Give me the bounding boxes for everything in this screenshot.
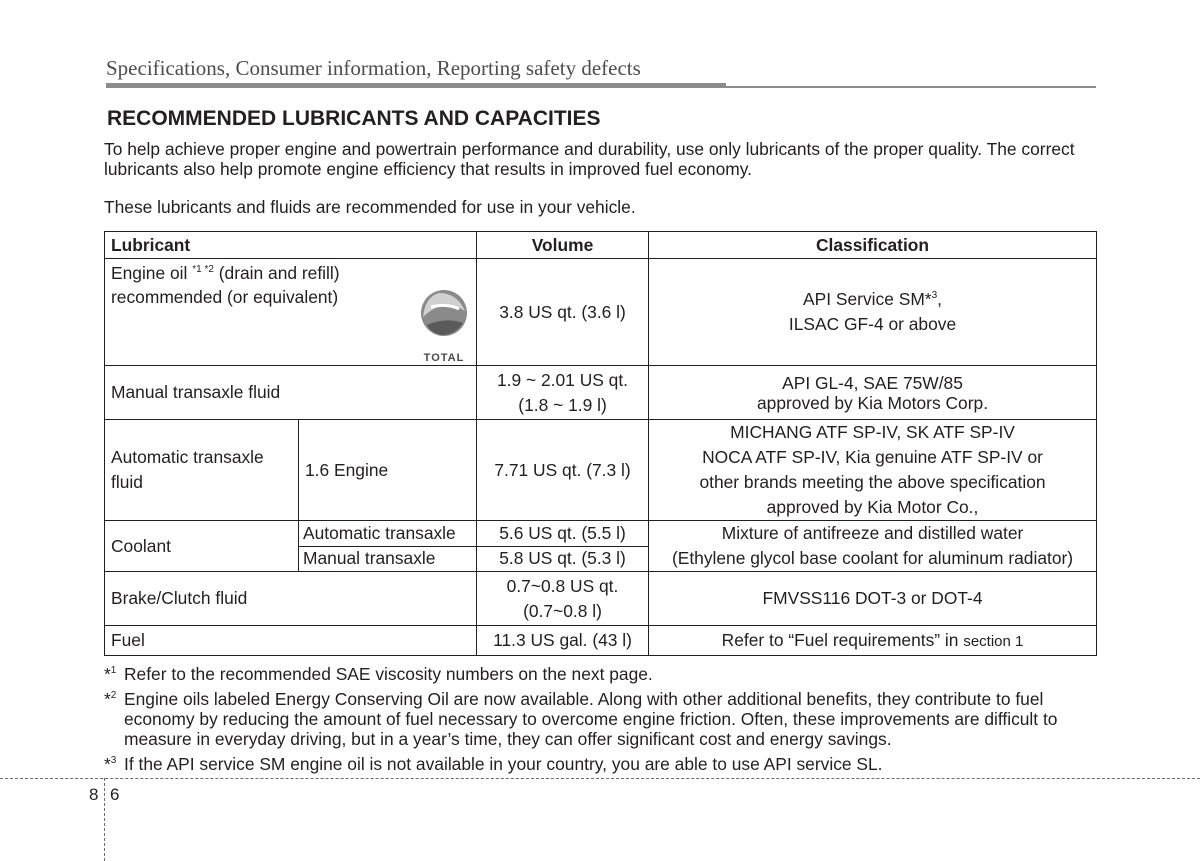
manual-transaxle-classification: API GL-4, SAE 75W/85 approved by Kia Motors Corp.: [649, 366, 1097, 420]
coolant-automatic-transaxle: Automatic transaxle: [299, 521, 477, 547]
engine-oil-label-cell: [105, 259, 477, 366]
page-divider: [0, 778, 1200, 779]
table-row-automatic-transaxle: [105, 420, 1097, 521]
footnote-2: *$^2$ Engine oils labeled Energy Conserving Oil are now available. Along with other additional benefits, they contribute to fuel economy by reducing the amount of fuel necessary to overcome engine friction. Often, these improvements are difficult to measure in everyday driving, but in a year’s time, they can offer significant cost and energy savings.: [104, 689, 1058, 749]
intro-paragraph-2: These lubricants and fluids are recommended for use in your vehicle.: [104, 197, 636, 217]
table-row-brake-fluid: [105, 572, 1097, 626]
table-row-coolant-automatic: [105, 521, 1097, 547]
header-classification: Classification: [649, 232, 1097, 259]
table-row-engine-oil: [105, 259, 1097, 366]
footnote-3: *$^3$ If the API service SM engine oil is not available in your country, you are able to use API service SL.: [104, 754, 883, 774]
table-header-row: [105, 232, 1097, 259]
coolant-manual-transaxle: Manual transaxle: [299, 546, 477, 572]
header-volume: Volume: [477, 232, 649, 259]
header-rule-thin: [726, 86, 1096, 88]
lubricants-table: [104, 231, 1097, 656]
fuel-label: Fuel: [105, 626, 477, 656]
page-heading: RECOMMENDED LUBRICANTS AND CAPACITIES: [107, 107, 601, 130]
coolant-automatic-volume: 5.6 US qt. (5.5 l): [477, 521, 649, 547]
header-rule: [106, 83, 726, 88]
fuel-classification: Refer to “Fuel requirements” in section 1: [649, 626, 1097, 656]
brake-fluid-volume: 0.7~0.8 US qt. (0.7~0.8 l): [477, 572, 649, 626]
page-number-divider: [104, 778, 105, 861]
coolant-label: Coolant: [105, 521, 299, 572]
fuel-volume: 11.3 US gal. (43 l): [477, 626, 649, 656]
manual-transaxle-label: Manual transaxle fluid: [105, 366, 477, 420]
automatic-transaxle-engine: 1.6 Engine: [299, 420, 477, 521]
total-logo-icon: [417, 287, 471, 365]
brake-fluid-classification: FMVSS116 DOT-3 or DOT-4: [649, 572, 1097, 626]
header-lubricant: Lubricant: [105, 232, 477, 259]
engine-oil-label: Engine oil $^{*1}$ $^{*2}$ (drain and refill) recommended (or equivalent): [111, 263, 340, 307]
coolant-manual-volume: 5.8 US qt. (5.3 l): [477, 546, 649, 572]
table-row-fuel: [105, 626, 1097, 656]
engine-oil-volume: 3.8 US qt. (3.6 l): [477, 259, 649, 366]
page-number: 6: [110, 785, 120, 804]
total-logo-text: TOTAL: [423, 352, 465, 364]
footnotes: [104, 664, 1099, 779]
automatic-transaxle-label: Automatic transaxle fluid: [105, 420, 299, 521]
coolant-classification: Mixture of antifreeze and distilled water (Ethylene glycol base coolant for aluminum radiator): [649, 521, 1097, 572]
section-title: Specifications, Consumer information, Reporting safety defects: [106, 56, 641, 80]
automatic-transaxle-volume: 7.71 US qt. (7.3 l): [477, 420, 649, 521]
automatic-transaxle-classification: MICHANG ATF SP-IV, SK ATF SP-IV NOCA ATF SP-IV, Kia genuine ATF SP-IV or other brands meeting the above specification approved by Kia Motor Co.,: [649, 420, 1097, 521]
footnote-1: *$^1$ Refer to the recommended SAE viscosity numbers on the next page.: [104, 664, 653, 684]
chapter-number: 8: [89, 785, 99, 804]
table-row-manual-transaxle: [105, 366, 1097, 420]
manual-transaxle-volume: 1.9 ~ 2.01 US qt. (1.8 ~ 1.9 l): [477, 366, 649, 420]
brake-fluid-label: Brake/Clutch fluid: [105, 572, 477, 626]
engine-oil-classification: API Service SM*$^3$, ILSAC GF-4 or above: [649, 259, 1097, 366]
intro-paragraph: To help achieve proper engine and powertrain performance and durability, use only lubricants of the proper quality. The correct lubricants also help promote engine efficiency that results in improved fuel economy.: [104, 139, 1075, 179]
